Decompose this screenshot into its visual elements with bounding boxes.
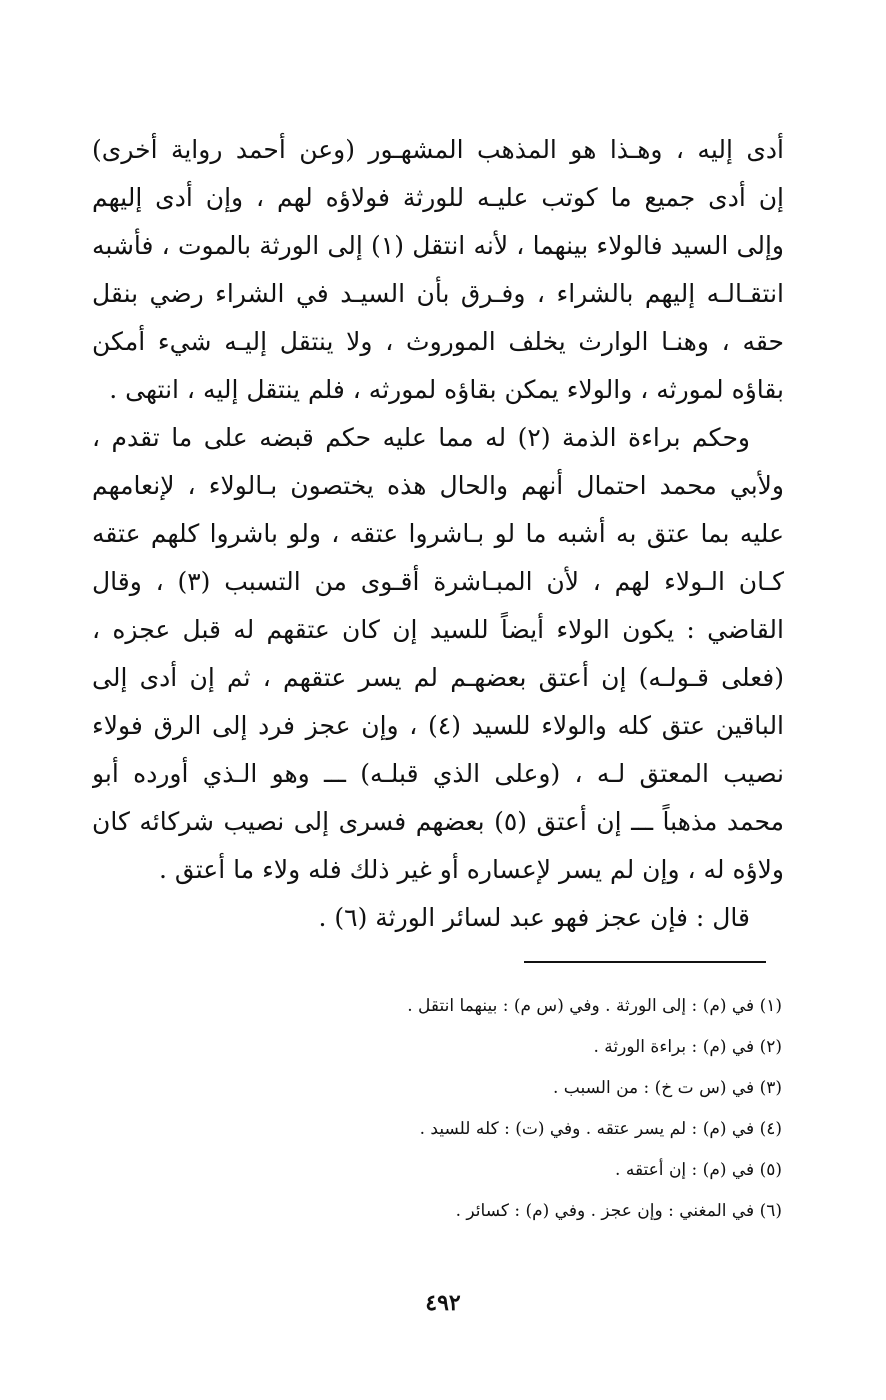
text-line: وإلى السيد فالولاء بينهما ، لأنه انتقل (١) إلى الورثة بالموت ، فأشبه	[92, 231, 784, 260]
text-line: ولاؤه له ، وإن لم يسر لإعساره أو غير ذلك فله ولاء ما أعتق .	[159, 855, 784, 884]
main-text	[92, 126, 784, 942]
footnote: (٦) في المغني : وإن عجز . وفي (م) : كسائر .	[455, 1201, 782, 1221]
text-line: عليه بما عتق به أشبه ما لو بـاشروا عتقه ، ولو باشروا كلهم عتقه	[92, 519, 784, 548]
text-line: القاضي : يكون الولاء أيضاً للسيد إن كان عتقهم له قبل عجزه ،	[92, 615, 784, 644]
text-line: محمد مذهباً ـــ إن أعتق (٥) بعضهم فسرى إلى نصيب شركائه كان	[92, 807, 784, 836]
page-number: ٤٩٢	[425, 1290, 461, 1316]
text-line: ولأبي محمد احتمال أنهم والحال هذه يختصون بـالولاء ، لإنعامهم	[92, 471, 784, 500]
footnote: (٣) في (س ت خ) : من السبب .	[552, 1078, 782, 1098]
footnote: (٤) في (م) : لم يسر عتقه . وفي (ت) : كله للسيد .	[419, 1119, 782, 1139]
footnote: (١) في (م) : إلى الورثة . وفي (س م) : بينهما انتقل .	[407, 996, 782, 1016]
text-line: (فعلى قـولـه) إن أعتق بعضهـم لم يسر عتقهم ، ثم إن أدى إلى	[92, 663, 784, 692]
text-line: أدى إليه ، وهـذا هو المذهب المشهـور (وعن أحمد رواية أخرى)	[92, 135, 784, 164]
footnotes	[130, 986, 782, 1232]
text-line: بقاؤه لمورثه ، والولاء يمكن بقاؤه لمورثه ، فلم ينتقل إليه ، انتهى .	[109, 375, 784, 404]
footnote: (٢) في (م) : براءة الورثة .	[593, 1037, 782, 1057]
text-line: كـان الـولاء لهم ، لأن المبـاشرة أقـوى من التسبب (٣) ، وقال	[92, 567, 784, 596]
text-line: الباقين عتق كله والولاء للسيد (٤) ، وإن عجز فرد إلى الرق فولاء	[92, 711, 784, 740]
footnote-divider	[524, 961, 766, 963]
footnote: (٥) في (م) : إن أعتقه .	[615, 1160, 782, 1180]
text-line: انتقـالـه إليهم بالشراء ، وفـرق بأن السيـد في الشراء رضي بنقل	[92, 279, 784, 308]
text-line: وحكم براءة الذمة (٢) له مما عليه حكم قبضه على ما تقدم ،	[92, 423, 750, 452]
text-line: حقه ، وهنـا الوارث يخلف الموروث ، ولا ينتقل إليـه شيء أمكن	[92, 327, 784, 356]
text-line: إن أدى جميع ما كوتب عليـه للورثة فولاؤه لهم ، وإن أدى إليهم	[92, 183, 784, 212]
text-line: نصيب المعتق لـه ، (وعلى الذي قبلـه) ـــ وهو الـذي أورده أبو	[92, 759, 784, 788]
text-line: قال : فإن عجز فهو عبد لسائر الورثة (٦) .	[318, 903, 750, 932]
